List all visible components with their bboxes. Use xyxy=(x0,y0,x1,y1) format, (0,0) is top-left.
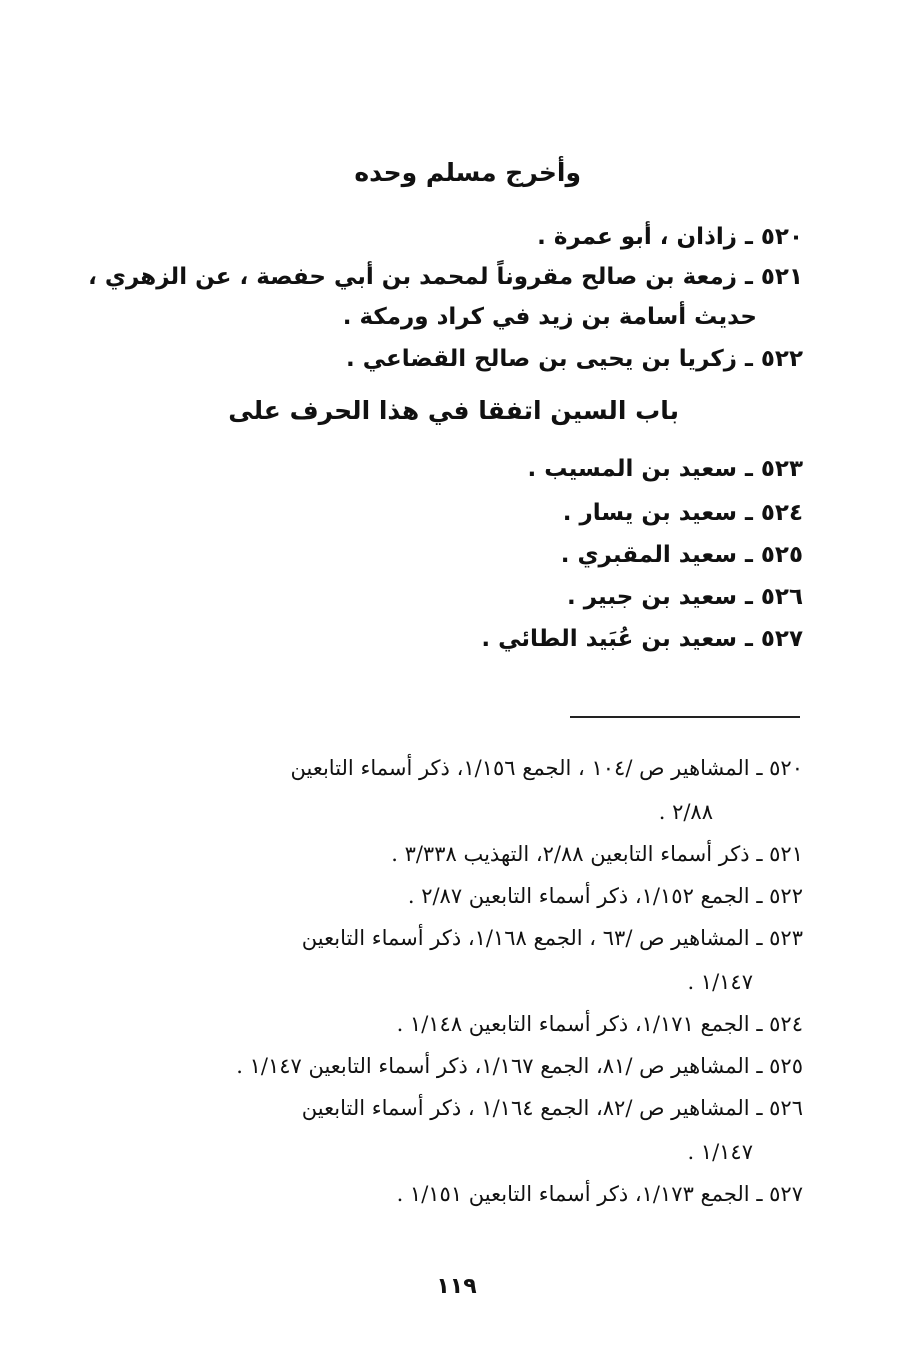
footnote-523-continued: ١/١٤٧ . xyxy=(687,970,753,994)
footnote-520: ٥٢٠ ـ المشاهير ص /١٠٤ ، الجمع ١/١٥٦، ذكر أسماء التابعين xyxy=(290,756,803,780)
entry-521: ٥٢١ ـ زمعة بن صالح مقروناً لمحمد بن أبي حفصة ، عن الزهري ، xyxy=(88,264,803,290)
footnote-521: ٥٢١ ـ ذكر أسماء التابعين ٢/٨٨، التهذيب ٣/٣٣٨ . xyxy=(391,842,803,866)
section-heading-chapter-seen: باب السين اتفقا في هذا الحرف على xyxy=(228,396,679,425)
footnote-525: ٥٢٥ ـ المشاهير ص /٨١، الجمع ١/١٦٧، ذكر أسماء التابعين ١/١٤٧ . xyxy=(236,1054,803,1078)
entry-526: ٥٢٦ ـ سعيد بن جبير . xyxy=(566,584,803,610)
footnote-520-continued: ٢/٨٨ . xyxy=(658,800,713,824)
entry-521-continued: حديث أسامة بن زيد في كراد ورمكة . xyxy=(342,304,757,330)
section-heading-muslim-alone: وأخرج مسلم وحده xyxy=(354,158,581,187)
footnote-523: ٥٢٣ ـ المشاهير ص /٦٣ ، الجمع ١/١٦٨، ذكر أسماء التابعين xyxy=(301,926,803,950)
entry-523: ٥٢٣ ـ سعيد بن المسيب . xyxy=(527,456,803,482)
footnote-526-continued: ١/١٤٧ . xyxy=(687,1140,753,1164)
footnote-526: ٥٢٦ ـ المشاهير ص /٨٢، الجمع ١/١٦٤ ، ذكر أسماء التابعين xyxy=(301,1096,803,1120)
footnote-separator xyxy=(570,716,800,718)
page-number: ١١٩ xyxy=(436,1274,477,1299)
footnote-524: ٥٢٤ ـ الجمع ١/١٧١، ذكر أسماء التابعين ١/١٤٨ . xyxy=(396,1012,803,1036)
footnote-522: ٥٢٢ ـ الجمع ١/١٥٢، ذكر أسماء التابعين ٢/٨٧ . xyxy=(407,884,803,908)
entry-525: ٥٢٥ ـ سعيد المقبري . xyxy=(560,542,803,568)
entry-524: ٥٢٤ ـ سعيد بن يسار . xyxy=(562,500,803,526)
entry-520: ٥٢٠ ـ زاذان ، أبو عمرة . xyxy=(537,224,803,250)
entry-522: ٥٢٢ ـ زكريا بن يحيى بن صالح القضاعي . xyxy=(346,346,803,372)
entry-527: ٥٢٧ ـ سعيد بن عُبَيد الطائي . xyxy=(481,626,803,652)
footnote-527: ٥٢٧ ـ الجمع ١/١٧٣، ذكر أسماء التابعين ١/١٥١ . xyxy=(396,1182,803,1206)
